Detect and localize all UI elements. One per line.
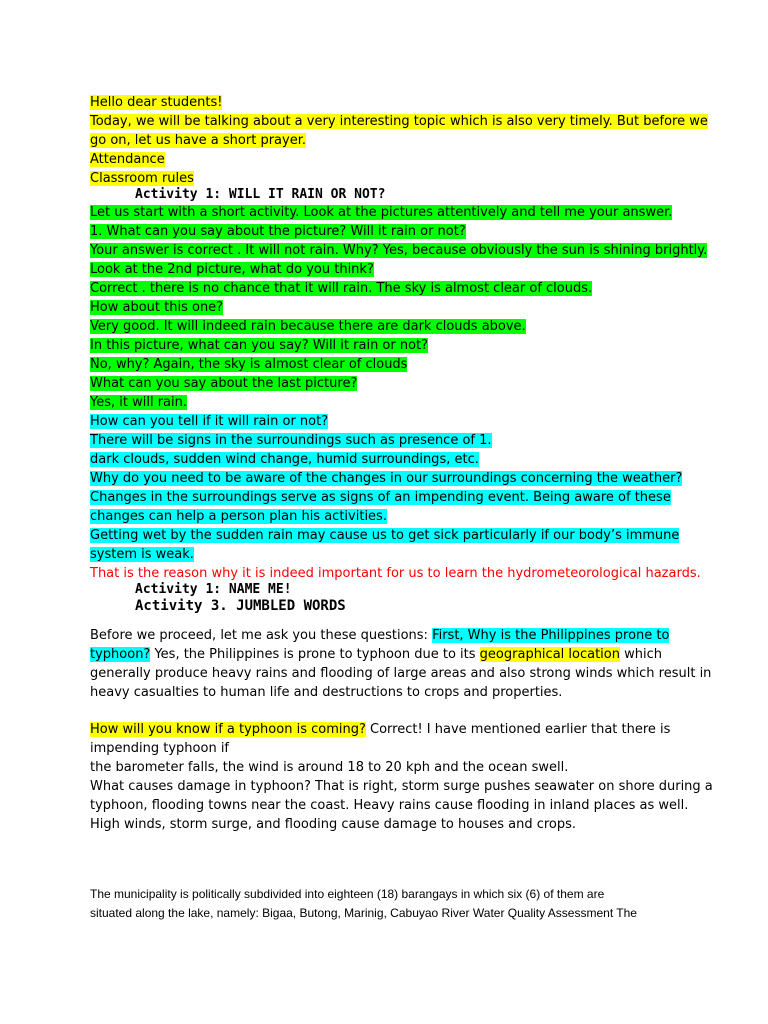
signs-text: There will be signs in the surroundings such as presence of 1. [90, 433, 492, 448]
greeting-text: Hello dear students! [90, 95, 223, 110]
question-typhoon-text: typhoon? [90, 647, 151, 662]
activity1-text: 1. What can you say about the picture? Will it rain or not? [90, 224, 466, 239]
activity1-text: How about this one? [90, 300, 224, 315]
intro-text: Today, we will be talking about a very interesting topic which is also very timely. But before we [90, 114, 708, 129]
municipality-line: The municipality is politically subdivided into eighteen (18) barangays in which six (6) of them are [90, 887, 605, 901]
para1-text: which [619, 647, 662, 662]
classroom-rules-text: Classroom rules [90, 171, 194, 186]
activity1-line [90, 356, 407, 374]
activity1-line [90, 337, 428, 355]
municipality-line: situated along the lake, namely: Bigaa, Butong, Marinig, Cabuyao River Water Quality Assessment The [90, 906, 637, 920]
para2-line: High winds, storm surge, and flooding cause damage to houses and crops. [90, 817, 577, 832]
intro-line [90, 132, 306, 150]
signs-text: dark clouds, sudden wind change, humid surroundings, etc. [90, 452, 479, 467]
signs-line [90, 413, 328, 431]
activity1-text: Let us start with a short activity. Look at the pictures attentively and tell me your answer. [90, 205, 673, 220]
activity1-text: No, why? Again, the sky is almost clear of clouds [90, 357, 408, 372]
activity1-text: In this picture, what can you say? Will it rain or not? [90, 338, 429, 353]
intro-text: go on, let us have a short prayer. [90, 133, 306, 148]
activity1-text: Your answer is correct . It will not rain. Why? Yes, because obviously the sun is shining brightly. [90, 243, 708, 258]
activity1-text: Very good. It will indeed rain because there are dark clouds above. [90, 319, 526, 334]
activity1-line [90, 280, 592, 298]
signs-line [90, 489, 671, 507]
signs-text: Why do you need to be aware of the changes in our surroundings concerning the weather? [90, 471, 683, 486]
activity1-text: Correct . there is no chance that it will rain. The sky is almost clear of clouds. [90, 281, 593, 296]
activity1-text: What can you say about the last picture? [90, 376, 358, 391]
para2-text: Correct! I have mentioned earlier that there is [365, 722, 671, 737]
activity1-line [90, 375, 357, 393]
para2-line: impending typhoon if [90, 741, 230, 756]
signs-text: Getting wet by the sudden rain may cause us to get sick particularly if our body’s immune [90, 528, 680, 543]
signs-line [90, 546, 194, 564]
intro-line [90, 94, 222, 112]
signs-line [90, 432, 492, 450]
activity1-line [90, 204, 672, 222]
para2-line: the barometer falls, the wind is around 18 to 20 kph and the ocean swell. [90, 760, 569, 775]
para2-line: What causes damage in typhoon? That is right, storm surge pushes seawater on shore during a [90, 779, 713, 794]
para1-text: Yes, the Philippines is prone to typhoon due to its [150, 647, 480, 662]
para1-text: Before we proceed, let me ask you these questions: [90, 628, 433, 643]
hazards-reason-text: That is the reason why it is indeed important for us to learn the hydrometeorological hazards. [90, 566, 701, 581]
question-philippines-text: First, Why is the Philippines prone to [432, 628, 670, 643]
para2-line: typhoon, flooding towns near the coast. Heavy rains cause flooding in inland places as well. [90, 798, 689, 813]
para1-line [90, 646, 662, 664]
signs-text: system is weak. [90, 547, 194, 562]
signs-text: Changes in the surroundings serve as signs of an impending event. Being aware of these [90, 490, 671, 505]
activity1-line [90, 261, 374, 279]
signs-text: How can you tell if it will rain or not? [90, 414, 329, 429]
activity1-heading: Activity 1: WILL IT RAIN OR NOT? [135, 187, 386, 202]
para2-line [90, 721, 670, 739]
activity1-line [90, 223, 466, 241]
attendance-text: Attendance [90, 152, 165, 167]
geographical-location-text: geographical location [479, 647, 620, 662]
signs-text: changes can help a person plan his activities. [90, 509, 387, 524]
question-typhoon-coming-text: How will you know if a typhoon is coming? [90, 722, 366, 737]
activity1-text: Look at the 2nd picture, what do you think? [90, 262, 374, 277]
intro-line [90, 113, 708, 131]
activity1-line [90, 299, 223, 317]
activity1-line [90, 394, 187, 412]
activity3-heading: Activity 3. JUMBLED WORDS [135, 598, 346, 614]
signs-line [90, 451, 479, 469]
signs-line [90, 470, 682, 488]
activity1-text: Yes, it will rain. [90, 395, 187, 410]
activity1-line [90, 242, 707, 260]
intro-line [90, 151, 165, 169]
para1-line: heavy casualties to human life and destructions to crops and properties. [90, 685, 563, 700]
activity1-line [90, 318, 526, 336]
signs-line [90, 527, 679, 545]
para1-line: generally produce heavy rains and flooding of large areas and also strong winds which result in [90, 666, 712, 681]
para1-line [90, 627, 669, 645]
signs-line [90, 508, 387, 526]
activity-name-me-heading: Activity 1: NAME ME! [135, 582, 292, 597]
